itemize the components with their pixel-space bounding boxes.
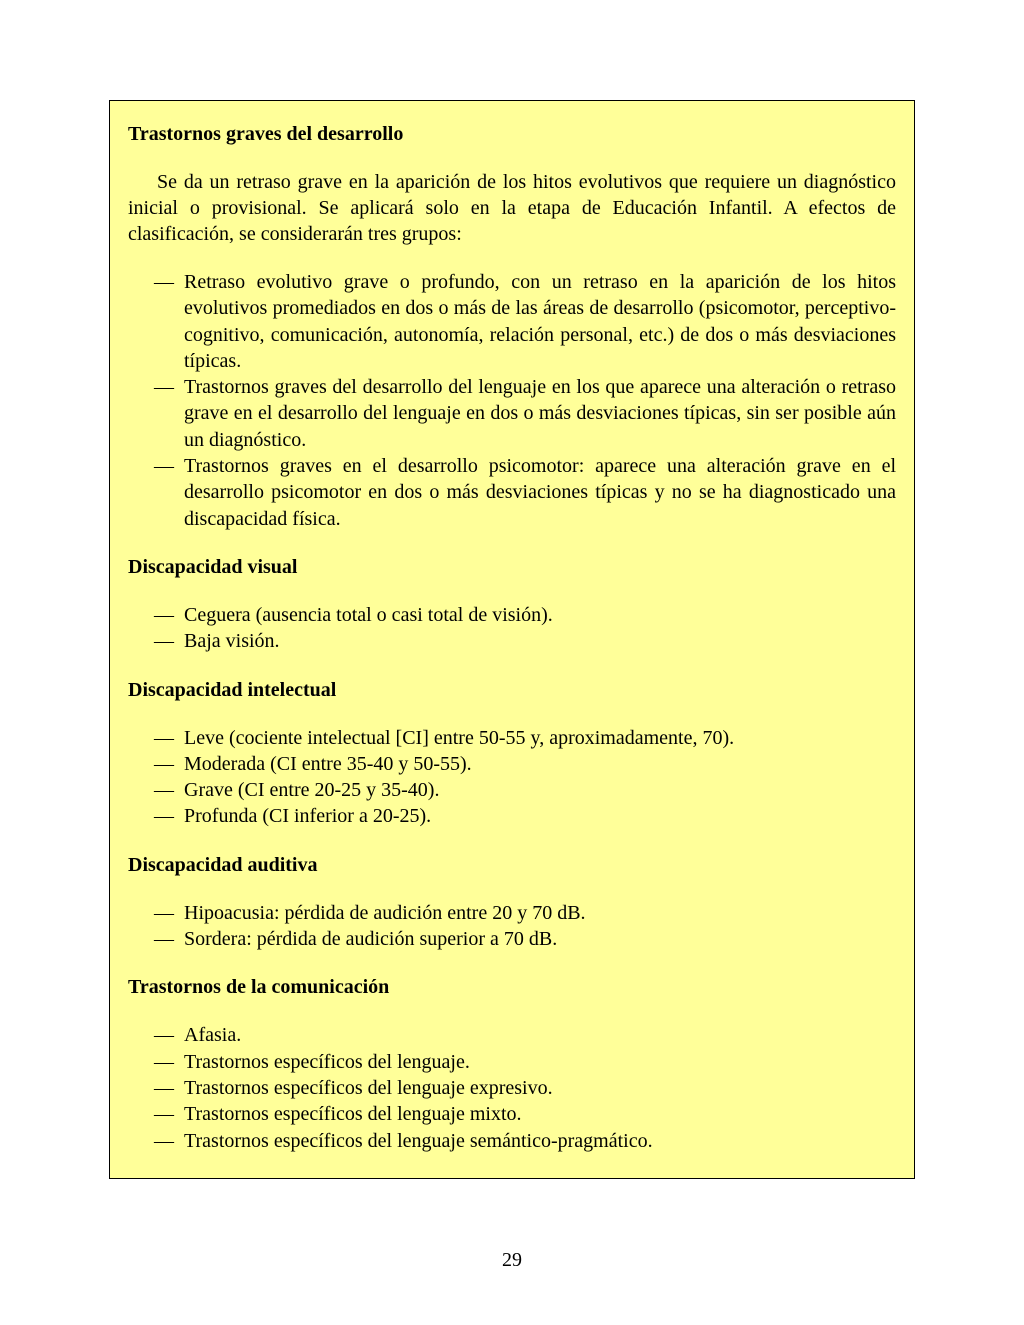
- section-heading: Discapacidad auditiva: [128, 853, 318, 876]
- dash-marker: —: [154, 455, 174, 478]
- dash-marker: —: [154, 1024, 174, 1047]
- dash-marker: —: [154, 726, 174, 749]
- list-item-text: Trastornos graves en el desarrollo psicomotor: aparece una alteración grave en el desarrollo psicomotor en dos o más desviaciones típicas y no se ha diagnosticado una discapacidad física.: [184, 455, 896, 530]
- dash-marker: —: [154, 928, 174, 951]
- list-item-text: Ceguera (ausencia total o casi total de visión).: [184, 603, 553, 626]
- dash-marker: —: [154, 603, 174, 626]
- dash-marker: —: [154, 805, 174, 828]
- list-item-text: Trastornos específicos del lenguaje semántico-pragmático.: [184, 1129, 653, 1152]
- list-item-text: Moderada (CI entre 35-40 y 50-55).: [184, 752, 472, 775]
- list-item: [128, 602, 896, 628]
- list-item: [128, 803, 896, 829]
- dash-marker: —: [154, 271, 174, 293]
- section-heading: Discapacidad intelectual: [128, 678, 337, 701]
- list-item-text: Leve (cociente intelectual [CI] entre 50-55 y, aproximadamente, 70).: [184, 726, 735, 749]
- list-item: [128, 374, 896, 453]
- list-item: [128, 926, 896, 952]
- bullet-list: [128, 602, 896, 655]
- section-heading: Discapacidad visual: [128, 555, 298, 578]
- list-item-text: Baja visión.: [184, 630, 280, 653]
- bullet-list: [128, 900, 896, 953]
- list-item: [128, 1049, 896, 1075]
- list-item: [128, 900, 896, 926]
- page-number: 29: [502, 1249, 522, 1271]
- list-item-text: Trastornos específicos del lenguaje.: [184, 1050, 470, 1073]
- list-item-text: Hipoacusia: pérdida de audición entre 20 y 70 dB.: [184, 901, 586, 924]
- list-item-text: Afasia.: [184, 1024, 242, 1047]
- bullet-list: [128, 269, 896, 532]
- dash-marker: —: [154, 1129, 174, 1152]
- dash-marker: —: [154, 901, 174, 924]
- list-item-text: Profunda (CI inferior a 20-25).: [184, 805, 432, 828]
- list-item: [128, 628, 896, 654]
- dash-marker: —: [154, 630, 174, 653]
- list-item: [128, 751, 896, 777]
- list-item: [128, 1128, 896, 1154]
- list-item: [128, 1022, 896, 1048]
- list-item: [128, 453, 896, 532]
- dash-marker: —: [154, 1050, 174, 1073]
- list-item: [128, 777, 896, 803]
- list-item-text: Retraso evolutivo grave o profundo, con un retraso en la aparición de los hitos evolutivos promediados en dos o más de las áreas de desarrollo (psicomotor, perceptivo-cognitivo, comunicación, autonomía, relación personal, etc.) de dos o más desviaciones típicas.: [184, 271, 896, 372]
- list-item-text: Sordera: pérdida de audición superior a 70 dB.: [184, 928, 558, 951]
- section-heading: Trastornos graves del desarrollo: [128, 123, 404, 145]
- dash-marker: —: [154, 779, 174, 802]
- section-intro-paragraph: Se da un retraso grave en la aparición de los hitos evolutivos que requiere un diagnóstico inicial o provisional. Se aplicará solo en la etapa de Educación Infantil. A efectos de clasificación, se considerarán tres grupos:: [128, 171, 896, 245]
- list-item: [128, 1075, 896, 1101]
- bullet-list: [128, 1022, 896, 1153]
- section-heading: Trastornos de la comunicación: [128, 976, 390, 999]
- list-item: [128, 725, 896, 751]
- dash-marker: —: [154, 376, 174, 399]
- list-item: [128, 1101, 896, 1127]
- list-item-text: Trastornos graves del desarrollo del lenguaje en los que aparece una alteración o retraso grave en el desarrollo del lenguaje en dos o más desviaciones típicas, sin ser posible aún un diagnóstico.: [184, 376, 896, 451]
- dash-marker: —: [154, 1076, 174, 1099]
- dash-marker: —: [154, 1103, 174, 1126]
- list-item-text: Trastornos específicos del lenguaje expresivo.: [184, 1076, 553, 1099]
- list-item-text: Grave (CI entre 20-25 y 35-40).: [184, 779, 440, 802]
- list-item: [128, 269, 896, 374]
- bullet-list: [128, 725, 896, 830]
- content-box: [109, 100, 915, 1179]
- list-item-text: Trastornos específicos del lenguaje mixto.: [184, 1103, 522, 1126]
- dash-marker: —: [154, 752, 174, 775]
